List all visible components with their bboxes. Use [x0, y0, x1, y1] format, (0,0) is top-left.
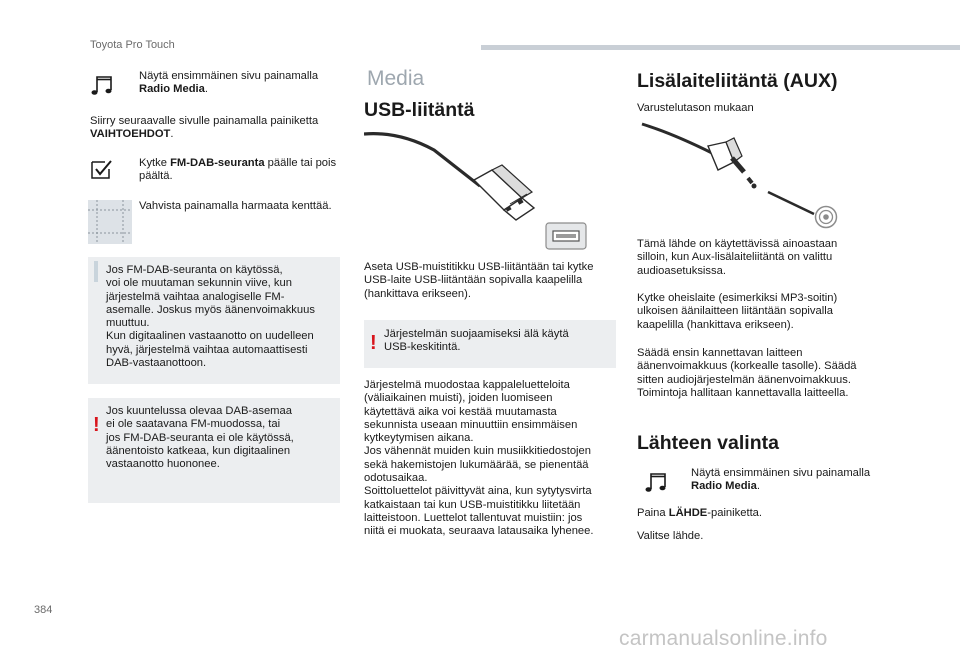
jack-plug-icon [638, 122, 838, 228]
source-para-1: Näytä ensimmäinen sivu painamalla Radio Media. [691, 467, 871, 493]
source-para-2: Paina LÄHDE-painiketta. [637, 507, 763, 519]
info-box-text: Jos FM-DAB-seuranta on käytössä, voi ole muutaman sekunnin viive, kun järjestelmä vaihtaa analogiselle FM- asemalle. Joskus myös äänenvoimakkuus muuttuu. Kun digitaalinen vastaanotto on uudelleen hyvä, järjestelmä vaihtaa automaattisesti DAB-vastaanottoon. [106, 264, 315, 370]
info-icon [94, 261, 98, 282]
section-title-media: Media [367, 67, 425, 90]
header-divider [481, 45, 960, 50]
music-note-icon [644, 470, 670, 494]
aux-para-1: Tämä lähde on käytettävissä ainoastaan silloin, kun Aux-lisälaiteliitäntä on valittu audioasetuksissa. [637, 238, 838, 277]
aux-subtitle: Varustelutason mukaan [637, 102, 754, 114]
info-box [88, 257, 340, 384]
warning-box-dab [88, 398, 340, 503]
warning-box-text: Jos kuuntelussa olevaa DAB-asemaa ei ole saatavana FM-muodossa, tai jos FM-DAB-seuranta ei ole käytössä, äänentoisto katkeaa, kun digitaalinen vastaanotto huononee. [106, 405, 294, 471]
heading-aux: Lisälaiteliitäntä (AUX) [637, 70, 838, 92]
grey-field-icon [88, 200, 132, 244]
warning-box-usb-text: Järjestelmän suojaamiseksi älä käytä USB-keskitintä. [384, 328, 569, 354]
checkbox-icon [91, 160, 115, 180]
col1-para-2: Siirry seuraavalle sivulle painamalla painiketta VAIHTOEHDOT. [90, 115, 319, 141]
aux-para-3: Säädä ensin kannettavan laitteen äänenvoimakkuus (korkealle tasolle). Säädä sitten audiojärjestelmän äänenvoimakkuus. Toimintoja hallitaan kannettavalla laitteella. [637, 347, 857, 399]
system-para: Järjestelmä muodostaa kappaleluetteloita (väliaikainen muisti), joiden luomiseen käytettävä aika voi kestää muutamasta sekunnista useaan minuuttiin ensimmäisen kytkeytymisen aikana. Jos vähennät muiden kuin musiikkitiedostojen sekä hakemistojen lukumäärää, se pienentää odotusaikaa. Soittoluettelot päivittyvät aina, kun sytytysvirta katkaistaan tai kun USB-muistitikku liitetään laitteistoon. Luettelot tallentuvat muistiin: jos niitä ei muokata, seuraava latausaika lyhenee. [364, 379, 594, 538]
col1-para-4: Vahvista painamalla harmaata kenttää. [139, 200, 332, 212]
usb-port-icon [545, 222, 587, 250]
jack-socket-icon [814, 205, 838, 229]
heading-usb: USB-liitäntä [364, 99, 475, 121]
col1-para-1: Näytä ensimmäinen sivu painamalla Radio Media. [139, 70, 319, 96]
col1-para-3: Kytke FM-DAB-seuranta päälle tai pois päältä. [139, 157, 337, 183]
page-number: 384 [34, 604, 53, 616]
warning-icon: ! [93, 414, 100, 436]
music-note-icon [90, 73, 116, 97]
warning-box-usb-hub [364, 320, 616, 368]
running-header: Toyota Pro Touch [90, 39, 175, 51]
aux-para-2: Kytke oheislaite (esimerkiksi MP3-soitin) ulkoisen äänilaitteen liitäntään sopivalla kaapelilla (hankittava erikseen). [637, 292, 838, 331]
watermark: carmanualsonline.info [619, 627, 828, 650]
usb-para: Aseta USB-muistitikku USB-liitäntään tai kytke USB-laite USB-liitäntään sopivalla kaapelilla (hankittava erikseen). [364, 261, 594, 300]
warning-icon: ! [370, 332, 377, 354]
heading-source-selection: Lähteen valinta [637, 432, 779, 454]
source-para-3: Valitse lähde. [637, 530, 704, 542]
